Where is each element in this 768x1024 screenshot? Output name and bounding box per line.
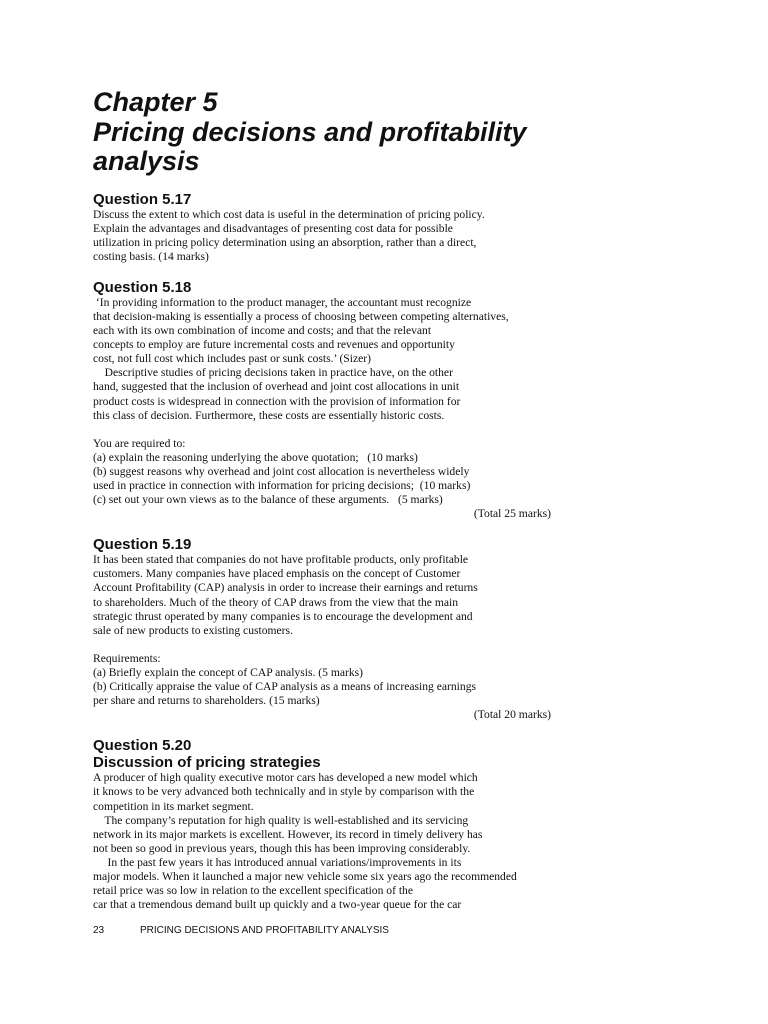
question-heading: Question 5.19 (93, 536, 192, 554)
question-5-19 (93, 536, 573, 722)
question-subheading: Discussion of pricing strategies (93, 754, 321, 772)
page-footer (93, 925, 389, 937)
body-line: Discuss the extent to which cost data is useful in the determination of pricing policy. (93, 207, 485, 221)
body-line: to shareholders. Much of the theory of CAP draws from the view that the main (93, 595, 459, 609)
requirements-line: (b) suggest reasons why overhead and joint cost allocation is nevertheless widely (93, 464, 470, 478)
body-line: this class of decision. Furthermore, these costs are essentially historic costs. (93, 408, 445, 422)
chapter-title-line: analysis (93, 146, 200, 176)
requirements-line: You are required to: (93, 436, 186, 450)
body-line: concepts to employ are future incremental costs and revenues and opportunity (93, 338, 455, 352)
body-line: car that a tremendous demand built up quickly and a two-year queue for the car (93, 898, 462, 912)
question-5-20 (93, 737, 573, 912)
body-line: competition in its market segment. (93, 799, 254, 813)
body-line: sale of new products to existing customers. (93, 623, 293, 637)
body-line: cost, not full cost which includes past or sunk costs.’ (Sizer) (93, 352, 371, 366)
page-content (93, 88, 573, 912)
body-line: not been so good in previous years, though this has been improving considerably. (93, 841, 471, 855)
body-line: costing basis. (14 marks) (93, 249, 209, 263)
total-marks: (Total 25 marks) (473, 507, 551, 521)
body-line: customers. Many companies have placed emphasis on the concept of Customer (93, 567, 461, 581)
question-heading: Question 5.17 (93, 190, 192, 208)
chapter-title-line: Pricing decisions and profitability (93, 116, 527, 147)
body-line: utilization in pricing policy determination using an absorption, rather than a direct, (93, 235, 477, 249)
requirements-line: per share and returns to shareholders. (15 marks) (93, 694, 320, 708)
body-line: product costs is widespread in connection with the provision of information for (93, 394, 461, 408)
chapter-title (93, 88, 573, 177)
body-line: It has been stated that companies do not have profitable products, only profitable (93, 553, 469, 567)
question-5-17 (93, 191, 573, 264)
body-line: it knows to be very advanced both technically and in style by comparison with the (93, 785, 475, 799)
body-line: each with its own combination of income and costs; and that the relevant (93, 324, 432, 338)
paragraph-spacer (93, 638, 573, 652)
requirements-line: (b) Critically appraise the value of CAP analysis as a means of increasing earnings (93, 680, 477, 694)
body-line: Descriptive studies of pricing decisions taken in practice have, on the other (93, 366, 453, 380)
requirements-line: (a) Briefly explain the concept of CAP analysis. (5 marks) (93, 665, 364, 679)
body-line: hand, suggested that the inclusion of overhead and joint cost allocations in unit (93, 380, 460, 394)
requirements-line: used in practice in connection with information for pricing decisions; (10 marks) (93, 479, 471, 492)
requirements-line: (c) set out your own views as to the balance of these arguments. (5 marks) (93, 493, 443, 507)
body-line: major models. When it launched a major new vehicle some six years ago the recommended (93, 869, 517, 883)
chapter-title-line: Chapter 5 (93, 87, 218, 117)
page-number: 23 (93, 925, 105, 936)
paragraph-spacer (93, 423, 573, 437)
running-title: PRICING DECISIONS AND PROFITABILITY ANALYSIS (140, 925, 389, 936)
body-line: Explain the advantages and disadvantages of presenting cost data for possible (93, 221, 453, 235)
requirements-line: Requirements: (93, 651, 161, 665)
body-line: strategic thrust operated by many companies is to encourage the development and (93, 609, 473, 623)
body-line: network in its major markets is excellent. However, its record in timely delivery has (93, 827, 483, 841)
body-line: The company’s reputation for high quality is well-established and its servicing (93, 813, 469, 827)
body-line: In the past few years it has introduced annual variations/improvements in its (93, 855, 462, 869)
question-heading: Question 5.18 (93, 278, 192, 296)
body-line: A producer of high quality executive motor cars has developed a new model which (93, 771, 478, 785)
question-heading: Question 5.20 (93, 737, 192, 755)
body-line: ‘In providing information to the product manager, the accountant must recognize (93, 295, 472, 309)
requirements-line: (a) explain the reasoning underlying the above quotation; (10 marks) (93, 450, 418, 464)
total-marks: (Total 20 marks) (473, 708, 551, 722)
question-5-18 (93, 279, 573, 521)
body-line: Account Profitability (CAP) analysis in order to increase their earnings and returns (93, 581, 478, 595)
body-line: retail price was so low in relation to the excellent specification of the (93, 884, 413, 898)
body-line: that decision-making is essentially a process of choosing between competing alternatives, (93, 309, 509, 323)
